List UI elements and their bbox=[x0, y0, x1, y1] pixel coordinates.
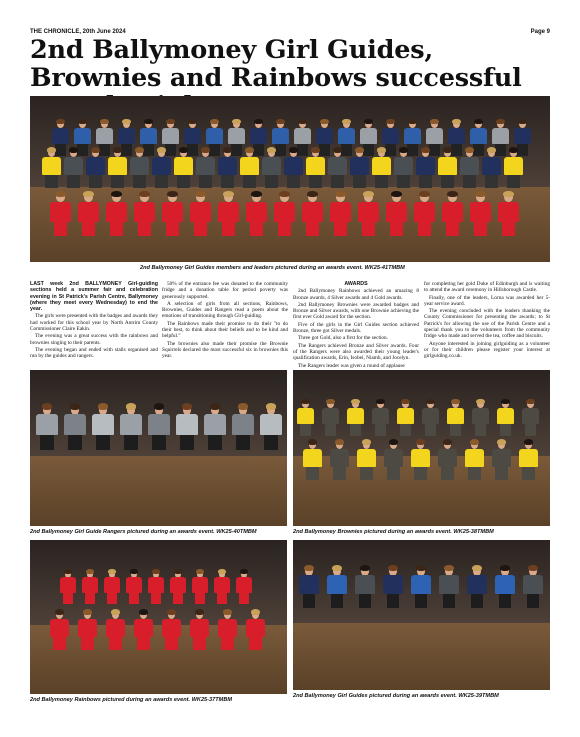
article-paragraph: A selection of girls from all sections, Rainbows, Brownies, Guides and Rangers read a poem about the emotions of transitioning through Girl-guiding. bbox=[162, 300, 288, 320]
rangers-photo bbox=[30, 370, 287, 526]
article-paragraph: The Rangers achieved Bronze and Silver awards. Four of the Rangers were also awarded their young leader's qualification awards, Erin, Isobel, Niamh, and Jocelyn. bbox=[293, 342, 419, 362]
article-paragraph: The evening concluded with the leaders thanking the County Commissioner for presenting the awards; to St Patrick's for allowing the use of the Parish Centre and a special thank you to the volunteers from the community fridge who made and served the tea, coffee and biscuits. bbox=[424, 308, 550, 340]
article-paragraph: The evening began and ended with stalls organised and run by the guides and rangers. bbox=[30, 346, 158, 360]
article-paragraph: Three got Gold, also a first for the section. bbox=[298, 335, 389, 342]
rainbows-photo bbox=[30, 540, 287, 694]
article-paragraph: 50% of the entrance fee was donated to the community fridge and a donation table for period poverty was generously supported. bbox=[162, 281, 288, 300]
rainbows-photo-caption: 2nd Ballymoney Rainbows pictured during an awards event. WK25-37TMBM bbox=[30, 697, 233, 703]
publication-line: THE CHRONICLE, 20th June 2024 bbox=[30, 29, 126, 35]
main-group-photo bbox=[30, 96, 550, 262]
article-column-4 bbox=[424, 281, 550, 361]
guides-photo-caption: 2nd Ballymoney Girl Guides pictured during an awards event. WK25-39TMBM bbox=[293, 693, 499, 699]
guides-photo bbox=[293, 540, 550, 690]
rangers-photo-caption: 2nd Ballymoney Girl Guide Rangers pictured during an awards event. WK25-40TMBM bbox=[30, 529, 257, 535]
article-paragraph: 2nd Ballymoney Brownies were awarded badges and Bronze and Silver awards, with one Brownie achieving the first ever Gold award for the section. bbox=[293, 301, 419, 321]
article-paragraph: The evening was a great success with the rainbows and brownies singing to their parents. bbox=[30, 333, 158, 346]
awards-heading: AWARDS bbox=[344, 281, 368, 287]
main-photo-caption: 2nd Ballymoney Girl Guides members and leaders pictured during an awards event. WK25-41TMBM bbox=[140, 265, 405, 271]
brownies-photo-caption: 2nd Ballymoney Brownies pictured during an awards event. WK25-38TMBM bbox=[293, 529, 494, 535]
article-column-2 bbox=[162, 281, 288, 361]
article-lead: LAST week 2nd BALLYMONEY Girl-guiding sections held a summer fair and celebration evening in St Patrick's Parish Centre, Ballymoney (where they meet every Wednesday) to end the year. bbox=[30, 281, 158, 313]
brownies-photo bbox=[293, 370, 550, 526]
article-paragraph: Five of the girls in the Girl Guides section achieved Bronze, three got Silver medals. bbox=[293, 321, 419, 335]
article-paragraph: Anyone interested in joining girlguiding as a volunteer or for their children please register your interest at girlguiding.co.uk. bbox=[424, 340, 550, 360]
article-paragraph: Finally, one of the leaders, Lorna was awarded her 5-year service award. bbox=[424, 294, 550, 307]
article-paragraph: 2nd Ballymoney Rainbows achieved an amazing 8 Bronze awards, 4 Silver awards and 4 Gold awards. bbox=[293, 288, 419, 301]
article-paragraph: The brownies also made their promise the Brownie Squirrels declared the most successful six in brownies this year. bbox=[162, 340, 288, 360]
article-paragraph: for completing her gold Duke of Edinburgh and is waiting to attend the award ceremony in Hillsborough Castle. bbox=[424, 281, 550, 294]
article-column-1 bbox=[30, 281, 158, 361]
page-number: Page 9 bbox=[530, 29, 550, 35]
article-column-3 bbox=[293, 281, 419, 370]
article-paragraph: The Rangers leader was given a round of applause bbox=[298, 362, 405, 369]
article-paragraph: The Rainbows made their promise to do their "to do their best, to think about their beliefs and to be kind and helpful." bbox=[162, 320, 288, 340]
headline: 2nd Ballymoney Girl Guides, Brownies and Rainbows successful bbox=[30, 35, 522, 93]
article-paragraph: The girls were presented with the badges and awards they had worked for this school year by North Antrim County Commissioner Claire Eakin. bbox=[30, 313, 158, 333]
